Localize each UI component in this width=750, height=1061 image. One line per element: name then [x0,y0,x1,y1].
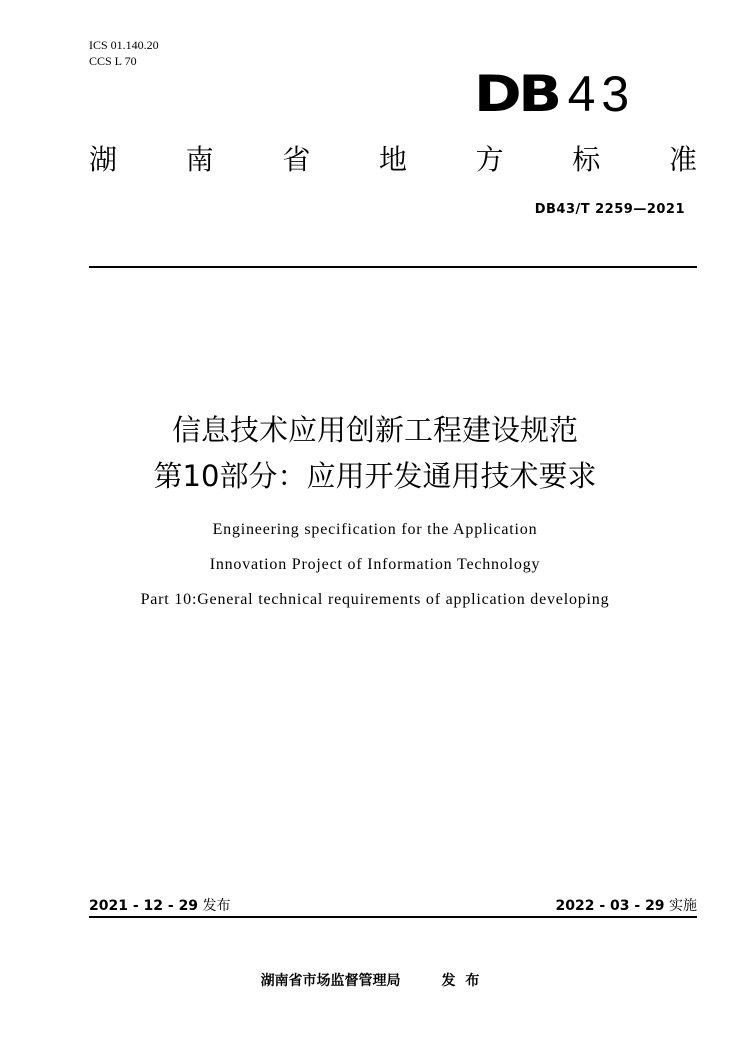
classification-codes [89,37,159,69]
implement-date: 2022 - 03 - 29 [555,898,665,914]
standard-number: DB43/T 2259—2021 [534,202,685,217]
ics-code: ICS 01.140.20 [89,38,159,52]
issue-date-block [89,895,231,915]
publisher-line [0,970,750,990]
english-title-line-2: Innovation Project of Information Technology [209,556,541,573]
top-divider [89,266,697,268]
agency-char: 地 [378,143,407,176]
publisher-action: 发布 [441,973,490,989]
db-province-number: 43 [567,66,636,122]
ccs-code: CCS L 70 [89,54,137,68]
publisher-name: 湖南省市场监督管理局 [260,973,401,989]
issue-label: 发布 [202,898,231,914]
implement-date-block [556,895,698,915]
english-title-line-1: Engineering specification for the Application [212,521,538,538]
bottom-divider [89,916,697,918]
agency-char: 准 [668,143,697,176]
agency-title [89,142,697,178]
agency-char: 标 [572,143,601,176]
chinese-title-line-1: 信息技术应用创新工程建设规范 [171,413,578,447]
chinese-title-line-2: 第10部分：应用开发通用技术要求 [153,459,597,493]
agency-char: 南 [185,143,214,176]
db-logo [474,66,635,122]
agency-char: 湖 [89,143,118,176]
issue-date: 2021 - 12 - 29 [89,898,199,914]
agency-char: 方 [475,143,504,176]
agency-char: 省 [282,143,311,176]
english-title-line-3: Part 10:General technical requirements of application developing [140,591,610,608]
implement-label: 实施 [669,898,697,914]
db-mark: DB [474,65,559,123]
